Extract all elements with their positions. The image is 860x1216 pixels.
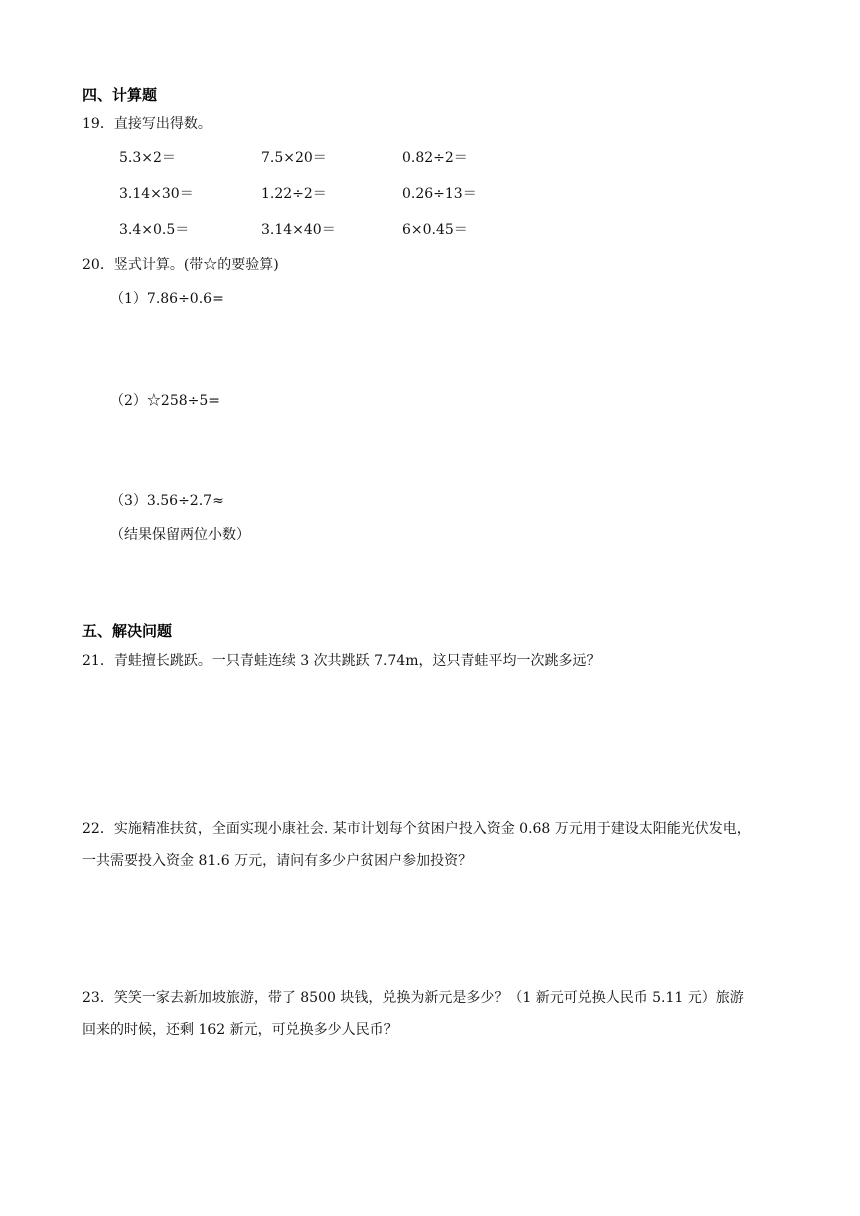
- q20-part-2: （2）☆258÷5=: [110, 393, 220, 409]
- q20-part-1: （1）7.86÷0.6=: [110, 291, 224, 307]
- q19-item: 0.26÷13＝: [402, 186, 477, 202]
- question-22-line-1: 22．实施精准扶贫，全面实现小康社会. 某市计划每个贫困户投入资金 0.68 万元用于建设太阳能光伏发电，: [82, 821, 751, 837]
- q19-item: 6×0.45＝: [402, 222, 468, 238]
- question-19-label: 19．直接写出得数。: [82, 116, 212, 132]
- question-23-line-1: 23．笑笑一家去新加坡旅游，带了 8500 块钱，兑换为新元是多少？（1 新元可兑换人民币 5.11 元）旅游: [82, 990, 744, 1006]
- question-22-line-2: 一共需要投入资金 81.6 万元，请问有多少户贫困户参加投资？: [82, 853, 473, 869]
- q19-item: 0.82÷2＝: [402, 150, 468, 166]
- q19-item: 1.22÷2＝: [261, 186, 327, 202]
- q19-item: 5.3×2＝: [119, 150, 176, 166]
- q19-item: 7.5×20＝: [261, 150, 327, 166]
- question-23-line-2: 回来的时候，还剩 162 新元，可兑换多少人民币？: [82, 1022, 398, 1038]
- section-5-title: 五、解决问题: [82, 622, 173, 640]
- question-21: 21．青蛙擅长跳跃。一只青蛙连续 3 次共跳跃 7.74m，这只青蛙平均一次跳多远？: [82, 653, 601, 669]
- q20-note: （结果保留两位小数）: [110, 527, 250, 543]
- q19-item: 3.14×30＝: [119, 186, 194, 202]
- question-20-label: 20．竖式计算。(带☆的要验算): [82, 257, 279, 273]
- q19-item: 3.4×0.5＝: [119, 222, 190, 238]
- section-4-title: 四、计算题: [82, 86, 158, 104]
- q19-item: 3.14×40＝: [261, 222, 336, 238]
- q20-part-3: （3）3.56÷2.7≈: [110, 493, 224, 509]
